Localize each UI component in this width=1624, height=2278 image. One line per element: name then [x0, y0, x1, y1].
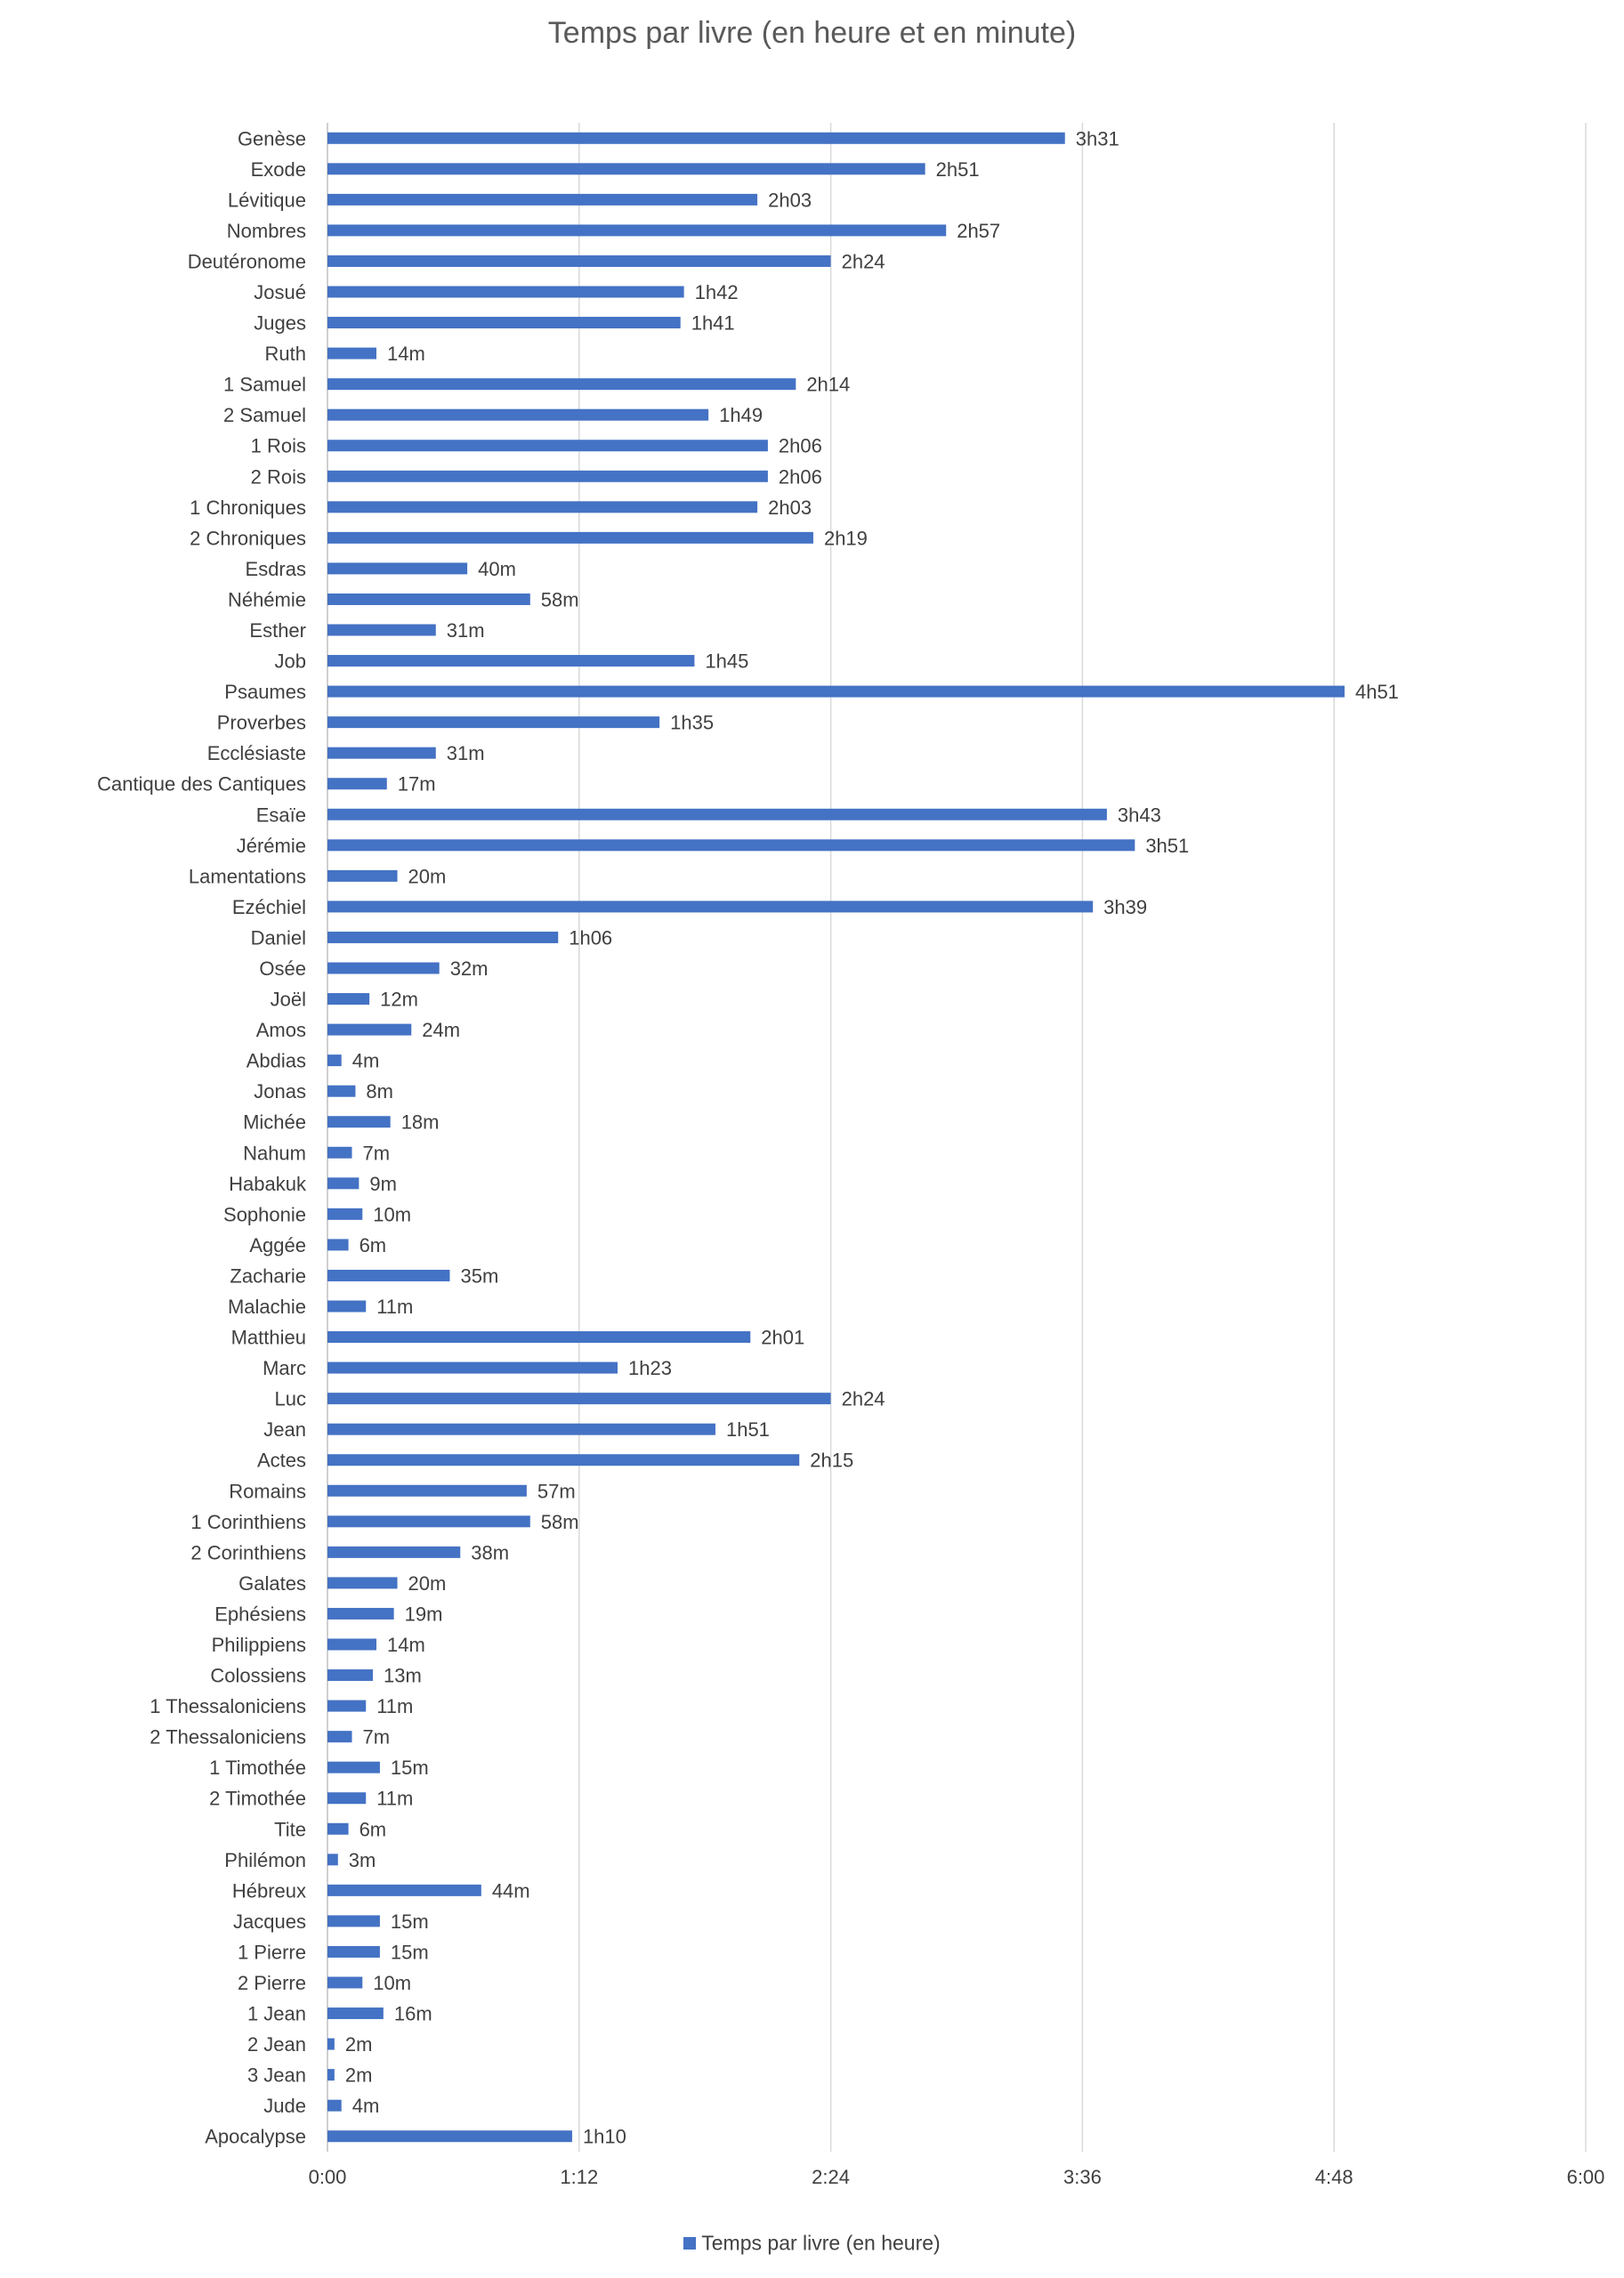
category-label: Jonas	[254, 1080, 306, 1103]
x-tick-label: 1:12	[560, 2166, 599, 2188]
category-label: Tite	[274, 1818, 306, 1841]
data-label: 31m	[446, 619, 485, 642]
data-label: 3h43	[1117, 804, 1161, 827]
category-label: Luc	[274, 1387, 306, 1410]
category-label: Philémon	[224, 1848, 306, 1871]
data-label: 7m	[362, 1142, 391, 1165]
data-label: 1h35	[670, 711, 715, 734]
bar	[327, 194, 757, 206]
bar	[327, 1393, 831, 1404]
data-label: 2m	[344, 2064, 373, 2087]
category-label: 2 Corinthiens	[190, 1541, 306, 1564]
bar	[327, 1301, 366, 1313]
data-label: 1h45	[705, 650, 749, 673]
category-label: Osée	[259, 957, 306, 980]
data-label: 1h51	[725, 1418, 770, 1442]
category-label: 3 Jean	[246, 2064, 306, 2087]
data-label: 2h15	[810, 1449, 854, 1472]
category-label: Esther	[249, 619, 306, 642]
data-label: 13m	[384, 1664, 422, 1687]
data-label: 15m	[390, 1941, 429, 1964]
bar	[327, 2100, 342, 2112]
category-label: 1 Samuel	[223, 373, 306, 396]
category-label: Genèse	[237, 127, 306, 150]
category-label: 1 Timothée	[209, 1757, 306, 1780]
bar	[327, 1239, 349, 1250]
category-label: Apocalypse	[205, 2125, 306, 2148]
data-label: 57m	[537, 1480, 576, 1503]
bar	[327, 1054, 342, 1066]
data-label: 12m	[380, 988, 418, 1011]
data-label: 58m	[540, 1510, 579, 1533]
category-label: Lamentations	[188, 865, 306, 888]
bar	[327, 655, 694, 666]
category-label: Ezéchiel	[231, 895, 306, 918]
data-label: 14m	[386, 343, 425, 366]
bar	[327, 778, 387, 789]
bar	[327, 133, 1065, 144]
bar	[327, 1086, 355, 1097]
category-label: Colossiens	[210, 1664, 306, 1687]
bar	[327, 287, 684, 298]
bar	[327, 1854, 338, 1865]
bar	[327, 1147, 351, 1159]
data-label: 38m	[471, 1541, 510, 1564]
category-label: Job	[274, 650, 306, 673]
data-label: 20m	[408, 865, 447, 888]
bar	[327, 1731, 351, 1742]
data-label: 2h14	[806, 373, 851, 396]
category-label: 2 Thessaloniciens	[149, 1725, 306, 1749]
legend-swatch	[683, 2237, 696, 2250]
data-label: 6m	[359, 1233, 387, 1256]
category-label: Proverbes	[216, 711, 306, 734]
category-label: 2 Samuel	[223, 404, 306, 427]
category-label: Jude	[263, 2095, 306, 2118]
x-tick-label: 4:48	[1314, 2166, 1353, 2188]
bar	[327, 963, 440, 974]
data-label: 2m	[344, 2033, 373, 2056]
category-label: Malachie	[227, 1296, 306, 1318]
category-label: Habakuk	[229, 1172, 306, 1195]
data-label: 4h51	[1354, 681, 1399, 704]
chart-title: Temps par livre (en heure et en minute)	[547, 16, 1077, 50]
data-label: 19m	[404, 1603, 443, 1626]
bar	[327, 440, 768, 451]
bar	[327, 1577, 398, 1588]
category-label: Néhémie	[227, 588, 306, 611]
data-label: 1h42	[694, 281, 739, 303]
x-tick-label: 3:36	[1062, 2166, 1102, 2188]
category-label: Michée	[243, 1111, 306, 1134]
data-label: 2h06	[778, 434, 822, 457]
category-label: 2 Rois	[250, 465, 306, 489]
data-label: 15m	[390, 1757, 429, 1780]
legend-label: Temps par livre (en heure)	[701, 2231, 941, 2255]
data-label: 3h51	[1145, 834, 1190, 857]
category-label: Sophonie	[223, 1203, 306, 1226]
bar	[327, 2039, 335, 2050]
bar	[327, 1454, 799, 1466]
bar	[327, 870, 398, 882]
data-label: 44m	[491, 1879, 530, 1902]
data-label: 11m	[376, 1296, 414, 1318]
category-label: Nombres	[226, 219, 306, 242]
category-label: Jérémie	[236, 834, 306, 857]
bar	[327, 809, 1107, 820]
data-label: 2h51	[935, 158, 980, 181]
data-label: 1h49	[719, 404, 764, 427]
bar	[327, 594, 530, 605]
bar	[327, 1915, 380, 1927]
category-label: 2 Timothée	[209, 1787, 306, 1810]
bar	[327, 901, 1093, 912]
bar	[327, 409, 708, 421]
category-label: 1 Jean	[246, 2002, 306, 2025]
data-label: 7m	[362, 1725, 391, 1749]
data-label: 35m	[460, 1264, 499, 1288]
bar	[327, 1639, 376, 1651]
category-label: Daniel	[250, 926, 306, 949]
category-label: Marc	[263, 1357, 306, 1380]
x-tick-label: 0:00	[308, 2166, 347, 2188]
bar	[327, 378, 796, 390]
data-label: 2h03	[768, 496, 812, 519]
category-label: Zacharie	[230, 1264, 306, 1288]
bar	[327, 1116, 391, 1127]
data-label: 6m	[359, 1818, 387, 1841]
bar	[327, 993, 369, 1005]
data-label: 4m	[351, 1049, 380, 1072]
bar	[327, 1208, 362, 1220]
category-label: Ecclésiaste	[206, 742, 306, 765]
data-label: 1h10	[582, 2125, 626, 2148]
category-label: Abdias	[246, 1049, 306, 1072]
bar	[327, 1547, 460, 1558]
data-label: 14m	[386, 1634, 425, 1656]
data-label: 1h41	[691, 311, 735, 335]
category-label: Ephésiens	[214, 1603, 306, 1626]
bar	[327, 2069, 335, 2080]
bar	[327, 1362, 618, 1374]
data-label: 3m	[348, 1848, 376, 1871]
bar	[327, 1792, 366, 1804]
category-label: Philippiens	[211, 1634, 306, 1656]
bar	[327, 562, 467, 574]
bar	[327, 1024, 411, 1036]
category-label: Esdras	[245, 557, 306, 580]
bar	[327, 348, 376, 359]
category-label: 2 Jean	[246, 2033, 306, 2056]
data-label: 11m	[376, 1695, 414, 1718]
category-label: 2 Pierre	[237, 1972, 306, 1994]
x-axis-ticks	[309, 2166, 1605, 2188]
legend	[0, 2230, 1624, 2255]
data-label: 16m	[393, 2002, 432, 2025]
category-label: 1 Corinthiens	[190, 1510, 306, 1533]
bar	[327, 1823, 349, 1835]
bar	[327, 532, 813, 544]
data-label: 9m	[369, 1172, 397, 1195]
bar	[327, 2007, 384, 2019]
category-label: 1 Pierre	[237, 1941, 306, 1964]
category-label: Exode	[250, 158, 306, 181]
category-label: Actes	[256, 1449, 306, 1472]
data-label: 2h57	[957, 219, 1001, 242]
bar	[327, 1485, 527, 1497]
category-label: Jean	[263, 1418, 306, 1442]
data-label: 8m	[366, 1080, 393, 1103]
bar	[327, 1270, 449, 1281]
x-tick-label: 6:00	[1566, 2166, 1605, 2188]
data-label: 2h24	[841, 250, 885, 273]
gridlines	[327, 123, 1586, 2152]
bar	[327, 1762, 380, 1773]
data-label: 11m	[376, 1787, 414, 1810]
category-label: Cantique des Cantiques	[97, 772, 306, 796]
data-label: 17m	[397, 772, 436, 796]
bar	[327, 1515, 530, 1527]
bar	[327, 255, 831, 267]
data-label: 58m	[540, 588, 579, 611]
data-label: 10m	[373, 1972, 412, 1994]
bar	[327, 2130, 572, 2142]
category-label: Juges	[254, 311, 306, 335]
bar	[327, 747, 436, 759]
bar	[327, 1608, 394, 1620]
category-label: Psaumes	[224, 681, 306, 704]
data-label: 1h06	[569, 926, 613, 949]
data-label: 40m	[478, 557, 516, 580]
bar	[327, 716, 659, 728]
category-label: 1 Chroniques	[190, 496, 306, 519]
data-label: 20m	[408, 1571, 447, 1595]
data-label: 18m	[400, 1111, 440, 1134]
data-label: 31m	[446, 742, 485, 765]
category-label: Hébreux	[231, 1879, 306, 1902]
bar	[327, 1946, 380, 1958]
data-label: 4m	[351, 2095, 380, 2118]
data-label: 1h23	[628, 1357, 672, 1380]
bar	[327, 471, 768, 482]
category-label: 1 Rois	[250, 434, 306, 457]
bar	[327, 1177, 359, 1189]
category-labels	[97, 127, 307, 2147]
data-label: 24m	[422, 1019, 461, 1042]
bars	[327, 133, 1345, 2142]
bar	[327, 625, 436, 636]
bar	[327, 1669, 373, 1681]
bar	[327, 1331, 750, 1343]
data-label: 2h01	[761, 1326, 805, 1349]
category-label: Esaïe	[255, 804, 306, 827]
category-label: Matthieu	[230, 1326, 306, 1349]
bar	[327, 501, 757, 513]
data-label: 2h19	[823, 527, 868, 550]
data-label: 2h03	[768, 189, 812, 212]
category-label: Amos	[255, 1019, 306, 1042]
bar	[327, 163, 925, 174]
category-label: Ruth	[264, 343, 306, 366]
category-label: Romains	[229, 1480, 306, 1503]
data-label: 2h06	[778, 465, 822, 489]
data-label: 3h39	[1103, 895, 1148, 918]
bar	[327, 1977, 362, 1989]
category-label: Josué	[254, 281, 306, 303]
category-label: Jacques	[233, 1910, 306, 1933]
data-label: 3h31	[1075, 127, 1119, 150]
category-label: 1 Thessaloniciens	[149, 1695, 306, 1718]
data-label: 15m	[390, 1910, 429, 1933]
bar	[327, 1700, 366, 1712]
bar	[327, 839, 1135, 851]
category-label: Joël	[270, 988, 306, 1011]
x-tick-label: 2:24	[812, 2166, 851, 2188]
category-label: Nahum	[243, 1142, 306, 1165]
data-label: 10m	[373, 1203, 412, 1226]
category-label: Deutéronome	[187, 250, 306, 273]
bar	[327, 224, 946, 236]
bar	[327, 317, 681, 328]
bar	[327, 1885, 481, 1896]
data-label: 2h24	[841, 1387, 885, 1410]
category-label: 2 Chroniques	[190, 527, 306, 550]
category-label: Aggée	[249, 1233, 306, 1256]
data-labels	[345, 127, 1399, 2147]
bar	[327, 686, 1345, 698]
data-label: 32m	[449, 957, 489, 980]
bar	[327, 932, 558, 943]
category-label: Lévitique	[227, 189, 306, 212]
category-label: Galates	[238, 1571, 306, 1595]
bar	[327, 1424, 715, 1435]
